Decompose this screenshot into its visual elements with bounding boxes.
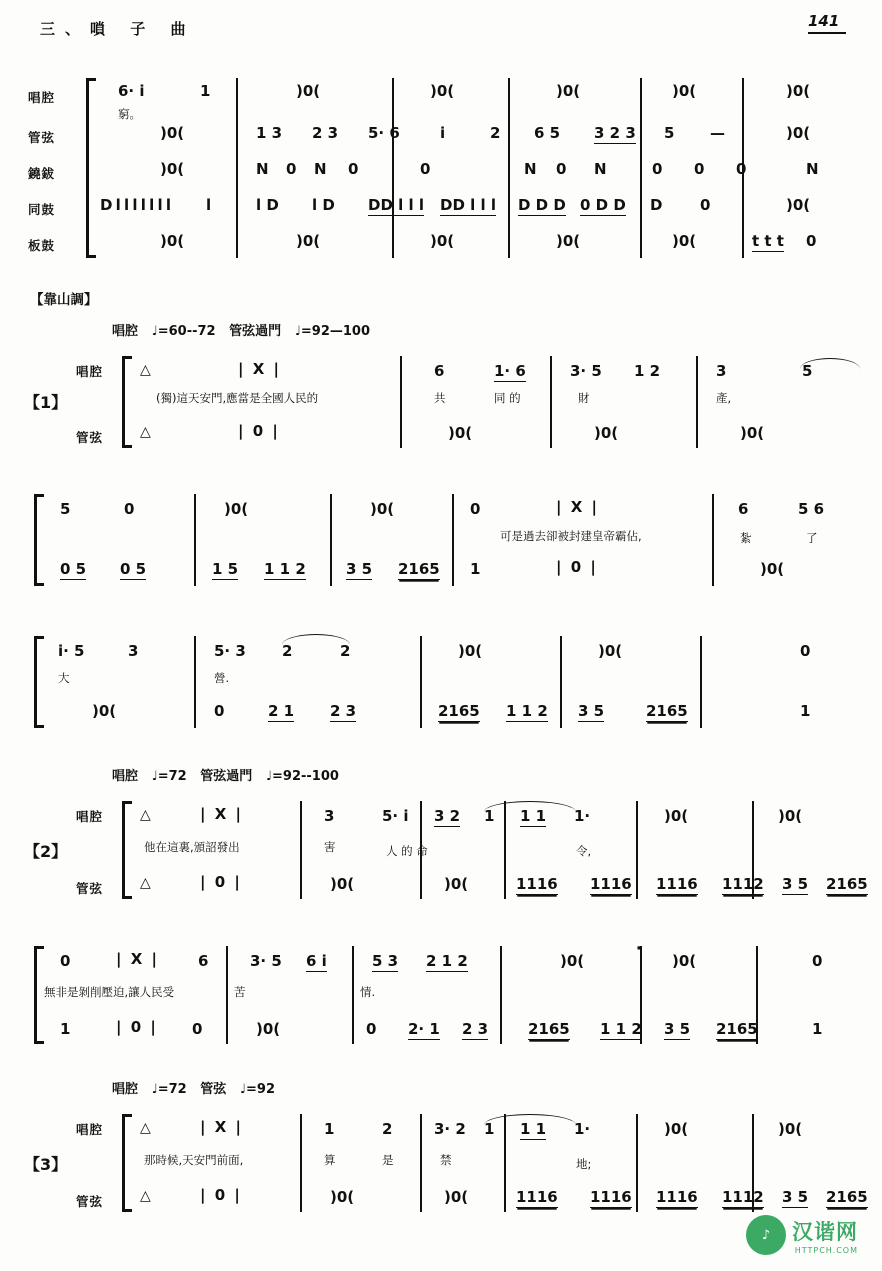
percussion-symbol: D D D — [518, 196, 566, 214]
triangle-symbol: △ — [140, 1120, 151, 1136]
percussion-symbol: l D — [312, 196, 335, 214]
site-watermark — [746, 1215, 858, 1255]
note-group: 0 — [812, 952, 823, 970]
slur-mark — [484, 1114, 576, 1125]
note-group: 3· 5 — [570, 362, 602, 380]
lyric-text: 同 的 — [494, 391, 521, 405]
rest-symbol: )0( — [786, 82, 811, 100]
note-group: 0 — [366, 1020, 377, 1038]
note-group: i· 5 — [58, 642, 85, 660]
bar-rest-symbol: | 0 | — [116, 1018, 158, 1036]
note-group: 3 2 — [434, 807, 461, 825]
tempo-label-changqiang: 唱腔 — [112, 324, 139, 339]
slur-mark — [282, 634, 350, 645]
percussion-symbol: 0 — [806, 232, 817, 250]
note-group: 0 — [192, 1020, 203, 1038]
system-brace — [34, 636, 37, 728]
rest-symbol: )0( — [664, 807, 689, 825]
triangle-symbol: △ — [140, 362, 151, 378]
note-group: 1 1 2 — [264, 560, 306, 578]
verse-marker-3: 【3】 — [24, 1155, 68, 1174]
lyric-text: 害 — [324, 840, 336, 854]
rest-symbol: )0( — [778, 1120, 803, 1138]
note-group: 1116 — [516, 1188, 558, 1206]
row-label-tonggu: 同鼓 — [28, 202, 56, 217]
rest-symbol: )0( — [92, 702, 117, 720]
lyric-text: (獨)這天安門,應當是全國人民的 — [156, 391, 319, 405]
lyric-text: 了 — [806, 531, 818, 545]
rest-symbol: )0( — [330, 875, 355, 893]
rest-symbol: )0( — [560, 952, 585, 970]
rest-symbol: )0( — [760, 560, 785, 578]
tempo-value-1: ♩=72 — [151, 769, 187, 784]
note-group: 1116 — [590, 875, 632, 893]
note-group: 3 — [716, 362, 727, 380]
note-group: 1 — [800, 702, 811, 720]
note-group: 1116 — [516, 875, 558, 893]
note-group: 2165 — [398, 560, 440, 578]
x-box-symbol: | X | — [200, 805, 243, 823]
lyric-text: 苦 — [234, 985, 246, 999]
percussion-symbol: N — [314, 160, 327, 178]
rest-symbol: )0( — [160, 160, 185, 178]
lyric-text: 地; — [576, 1157, 592, 1171]
note-group: 1116 — [590, 1188, 632, 1206]
note-group: 3 5 — [782, 1188, 809, 1206]
system-brace — [122, 801, 125, 899]
percussion-symbol: 0 — [736, 160, 747, 178]
lyric-text: 人 的 命 — [386, 844, 428, 858]
lyric-text: 是 — [382, 1153, 394, 1167]
system-4 — [0, 630, 882, 738]
rest-symbol: )0( — [444, 875, 469, 893]
lyric-text: 營. — [214, 671, 230, 685]
rest-symbol: )0( — [444, 1188, 469, 1206]
row-label-bangu: 板鼓 — [28, 238, 56, 253]
bar-rest-symbol: | 0 | — [238, 422, 280, 440]
tempo-label-changqiang: 唱腔 — [112, 1082, 139, 1097]
note-group: 1 1 2 — [506, 702, 548, 720]
rest-symbol: )0( — [448, 424, 473, 442]
rest-symbol: )0( — [664, 1120, 689, 1138]
note-group: 1 3 — [256, 124, 283, 142]
note-group: 5 — [664, 124, 675, 142]
lyric-text: 算 — [324, 1153, 336, 1167]
percussion-symbol: t t t — [752, 232, 784, 250]
note-group: 6· i — [118, 82, 145, 100]
rest-symbol: )0( — [430, 232, 455, 250]
triangle-symbol: △ — [140, 1188, 151, 1204]
note-group: 2 3 — [462, 1020, 489, 1038]
bar-rest-symbol: | 0 | — [556, 558, 598, 576]
tempo-marking-1 — [112, 320, 370, 339]
rest-symbol: )0( — [160, 124, 185, 142]
note-group: 1112 — [722, 875, 764, 893]
lyric-text: 無非是剝削壓迫,讓人民受 — [44, 985, 175, 999]
note-group: 2165 — [528, 1020, 570, 1038]
note-group: 2 — [490, 124, 501, 142]
note-group: 1 — [324, 1120, 335, 1138]
triangle-symbol: △ — [140, 807, 151, 823]
note-group: 1 — [200, 82, 211, 100]
verse-marker-1: 【1】 — [24, 393, 68, 412]
note-group: 5· i — [382, 807, 409, 825]
note-group: 1 — [60, 1020, 71, 1038]
system-brace — [122, 356, 125, 448]
row-label-changqiang: 唱腔 — [76, 1122, 104, 1137]
system-7 — [0, 1108, 882, 1223]
percussion-symbol: 0 — [286, 160, 297, 178]
lyric-text: 大 — [58, 671, 70, 685]
note-group: 3· 5 — [250, 952, 282, 970]
rest-symbol: )0( — [556, 82, 581, 100]
rest-symbol: )0( — [672, 952, 697, 970]
note-group: 2 3 — [312, 124, 339, 142]
row-label-changqiang: 唱腔 — [28, 90, 56, 105]
lyric-text: 財 — [578, 391, 590, 405]
tempo-marking-3 — [112, 1078, 275, 1097]
rest-symbol: )0( — [160, 232, 185, 250]
note-group: 1 1 2 — [600, 1020, 642, 1038]
percussion-symbol: N — [806, 160, 819, 178]
note-group: 3 2 3 — [594, 124, 636, 142]
percussion-symbol: l — [206, 196, 212, 214]
note-group: 1 — [484, 1120, 495, 1138]
x-box-symbol: | X | — [556, 498, 599, 516]
rest-symbol: )0( — [786, 196, 811, 214]
row-label-xibo: 鐃鈸 — [28, 166, 56, 181]
rest-symbol: )0( — [256, 1020, 281, 1038]
lyric-text: 令, — [576, 844, 592, 858]
note-group: 2165 — [438, 702, 480, 720]
rest-symbol: )0( — [786, 124, 811, 142]
system-brace — [122, 1114, 125, 1212]
note-group: 6 — [434, 362, 445, 380]
percussion-symbol: 0 — [652, 160, 663, 178]
tempo-marking-2 — [112, 765, 339, 784]
note-group: 3 — [128, 642, 139, 660]
note-group: 1116 — [656, 875, 698, 893]
percussion-symbol: N — [594, 160, 607, 178]
rest-symbol: )0( — [740, 424, 765, 442]
percussion-symbol: 0 — [420, 160, 431, 178]
note-group: 0 5 — [120, 560, 147, 578]
logo-url: HTTPCH.COM — [794, 1245, 858, 1255]
note-group: 1 1 — [520, 1120, 547, 1138]
slur-mark — [484, 801, 576, 812]
system-brace — [34, 494, 37, 586]
note-group: 2 — [282, 642, 293, 660]
row-label-changqiang: 唱腔 — [76, 809, 104, 824]
note-group: 3 5 — [782, 875, 809, 893]
section-label: 【靠山調】 — [30, 292, 98, 308]
lyric-text: 那時候,天安門前面, — [144, 1153, 244, 1167]
rest-symbol: )0( — [598, 642, 623, 660]
note-group: 1· 6 — [494, 362, 526, 380]
tempo-value-1: ♩=60--72 — [151, 324, 216, 339]
note-group: 2 — [340, 642, 351, 660]
lyric-text: 可是過去卻被封建皇帝霸佔, — [500, 529, 642, 543]
page-number — [808, 12, 846, 34]
note-group: 0 — [124, 500, 135, 518]
note-group: 0 — [800, 642, 811, 660]
page-title: 三、嗩 子 曲 — [40, 20, 196, 38]
row-label-changqiang: 唱腔 — [76, 364, 104, 379]
note-group: 1116 — [656, 1188, 698, 1206]
rest-symbol: )0( — [430, 82, 455, 100]
note-group: 3 5 — [664, 1020, 691, 1038]
note-group: 6 — [738, 500, 749, 518]
system-brace — [86, 78, 89, 258]
percussion-symbol: DD l l l — [368, 196, 424, 214]
tempo-value-2: ♩=92--100 — [265, 769, 339, 784]
percussion-symbol: D — [650, 196, 663, 214]
note-group: 3 5 — [578, 702, 605, 720]
note-group: 2 3 — [330, 702, 357, 720]
note-group: 0 — [60, 952, 71, 970]
note-group: 1112 — [722, 1188, 764, 1206]
slur-mark — [800, 358, 860, 369]
percussion-symbol: 0 — [694, 160, 705, 178]
rest-symbol: )0( — [594, 424, 619, 442]
logo-text: 汉谐网 — [792, 1219, 858, 1244]
note-group: 0 5 — [60, 560, 87, 578]
lyric-text: 他在這裏,頒詔發出 — [144, 840, 240, 854]
note-group: 5 3 — [372, 952, 399, 970]
percussion-symbol: l D — [256, 196, 279, 214]
percussion-symbol: N — [524, 160, 537, 178]
percussion-symbol: 0 — [348, 160, 359, 178]
system-5 — [0, 795, 882, 910]
note-group: 1 5 — [212, 560, 239, 578]
rest-symbol: )0( — [296, 82, 321, 100]
percussion-symbol: D l l l l l l l — [100, 196, 170, 214]
note-group: 3· 2 — [434, 1120, 466, 1138]
note-group: 5 — [60, 500, 71, 518]
lyric-text: 共 — [434, 391, 446, 405]
system-6 — [0, 940, 882, 1055]
note-group: 2 1 — [268, 702, 295, 720]
system-1 — [0, 70, 882, 260]
percussion-symbol: 0 D D — [580, 196, 626, 214]
note-group: 2165 — [646, 702, 688, 720]
page-number-text: 141 — [808, 12, 840, 30]
note-group: 5 6 — [798, 500, 825, 518]
tempo-value-2: ♩=92—100 — [294, 324, 371, 339]
tempo-label-changqiang: 唱腔 — [112, 769, 139, 784]
rest-symbol: )0( — [370, 500, 395, 518]
rest-symbol: )0( — [672, 232, 697, 250]
logo-badge-icon: ♪ — [746, 1215, 786, 1255]
percussion-symbol: 0 — [556, 160, 567, 178]
note-group: 2165 — [716, 1020, 758, 1038]
note-group: 0 — [470, 500, 481, 518]
note-group: 5 — [802, 362, 813, 380]
rest-symbol: )0( — [458, 642, 483, 660]
rest-symbol: )0( — [330, 1188, 355, 1206]
note-group: 6 · — [198, 952, 882, 970]
bar-rest-symbol: | 0 | — [200, 873, 242, 891]
note-group: 5· 3 — [214, 642, 246, 660]
percussion-symbol: 0 — [700, 196, 711, 214]
row-label-guanxian: 管弦 — [76, 881, 104, 896]
tempo-label-guanxian: 管弦過門 — [200, 769, 253, 784]
system-brace — [34, 946, 37, 1044]
note-group: 0 — [214, 702, 225, 720]
row-label-guanxian: 管弦 — [76, 430, 104, 445]
note-group: 5· 6 — [368, 124, 400, 142]
bar-rest-symbol: | 0 | — [200, 1186, 242, 1204]
tempo-label-guanxian: 管弦過門 — [229, 324, 282, 339]
tempo-label-guanxian: 管弦 — [200, 1082, 227, 1097]
triangle-symbol: △ — [140, 424, 151, 440]
system-2 — [0, 350, 882, 460]
x-box-symbol: | X | — [116, 950, 159, 968]
note-group: 6 5 — [534, 124, 561, 142]
percussion-symbol: DD l l l — [440, 196, 496, 214]
note-group: 3 5 — [346, 560, 373, 578]
rest-symbol: )0( — [778, 807, 803, 825]
note-group: 6 i — [306, 952, 327, 970]
lyric-text: 紮 — [740, 531, 752, 545]
note-group: 1 2 — [634, 362, 661, 380]
tempo-value-2: ♩=92 — [239, 1082, 276, 1097]
row-label-guanxian: 管弦 — [28, 130, 56, 145]
note-group: — — [710, 124, 725, 142]
row-label-guanxian: 管弦 — [76, 1194, 104, 1209]
rest-symbol: )0( — [224, 500, 249, 518]
triangle-symbol: △ — [140, 875, 151, 891]
note-group: 1 1 — [520, 807, 547, 825]
x-box-symbol: | X | — [200, 1118, 243, 1136]
rest-symbol: )0( — [296, 232, 321, 250]
lyric-text: 情. — [360, 985, 376, 999]
lyric-text: 窮。 — [118, 107, 141, 121]
rest-symbol: )0( — [556, 232, 581, 250]
note-group: 2165 — [826, 875, 868, 893]
note-group: i — [440, 124, 446, 142]
note-group: 1· — [574, 1120, 591, 1138]
verse-marker-2: 【2】 — [24, 842, 68, 861]
note-group: 1 — [812, 1020, 823, 1038]
tempo-value-1: ♩=72 — [151, 1082, 187, 1097]
system-3 — [0, 488, 882, 596]
note-group: 1 — [484, 807, 495, 825]
lyric-text: 禁 — [440, 1153, 452, 1167]
note-group: 1 — [470, 560, 481, 578]
percussion-symbol: N — [256, 160, 269, 178]
x-box-symbol: | X | — [238, 360, 281, 378]
rest-symbol: )0( — [672, 82, 697, 100]
note-group: 2165 — [826, 1188, 868, 1206]
note-group: 2 1 2 — [426, 952, 468, 970]
lyric-text: 產, — [716, 391, 732, 405]
note-group: 1· — [574, 807, 591, 825]
note-group: 3 — [324, 807, 335, 825]
note-group: 2 — [382, 1120, 393, 1138]
note-group: 2· 1 — [408, 1020, 440, 1038]
